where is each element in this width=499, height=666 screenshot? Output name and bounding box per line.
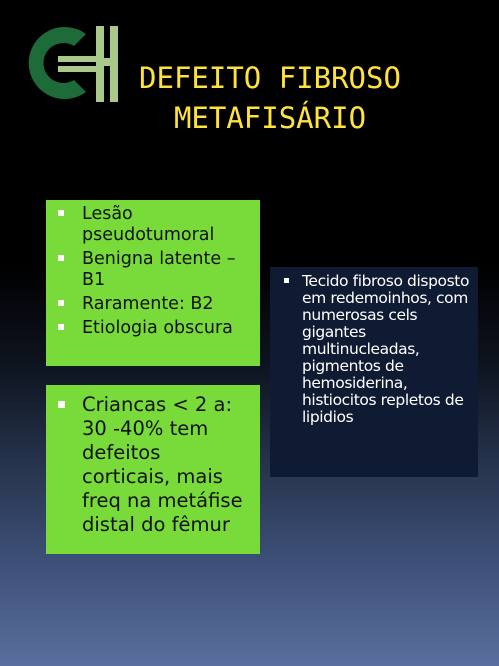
list-item-text: Etiologia obscura (82, 318, 233, 338)
histology-box (270, 267, 478, 477)
logo-bar-bottom (58, 66, 96, 72)
list-item (58, 318, 254, 339)
histology-list (284, 273, 470, 426)
list-item-text: Criancas < 2 a: 30 -40% tem defeitos corticais, mais freq na metáfise distal do fêmur (82, 393, 243, 536)
list-item-text: Lesão pseudotumoral (82, 204, 215, 245)
logo-bar-top (58, 56, 96, 62)
list-item-text: Raramente: B2 (82, 294, 214, 314)
bullet-square-icon (284, 278, 289, 283)
logo-c-shape (29, 27, 86, 99)
slide-title-line1: DEFEITO FIBROSO (139, 61, 401, 95)
bullet-square-icon (58, 255, 64, 261)
list-item (284, 273, 470, 426)
list-item (58, 393, 254, 537)
epidemiology-list (58, 393, 254, 537)
bullet-square-icon (58, 401, 65, 408)
bullet-square-icon (58, 300, 64, 306)
bullet-square-icon (58, 324, 64, 330)
summary-list (58, 204, 254, 339)
slide-title (110, 58, 430, 138)
bullet-square-icon (58, 210, 64, 216)
list-item-text: Benigna latente – B1 (82, 249, 236, 290)
cg-logo-icon (14, 20, 120, 106)
logo-graphic (14, 20, 120, 106)
summary-box (46, 200, 260, 366)
slide-title-line2: METAFISÁRIO (173, 101, 367, 135)
list-item-text: Tecido fibroso disposto em redemoinhos, com numerosas cels gigantes multinucleadas, pigmentos de hemosiderina, histiocitos repletos de lipidios (302, 272, 470, 426)
list-item (58, 294, 254, 315)
list-item (58, 204, 254, 246)
list-item (58, 249, 254, 291)
epidemiology-box (46, 385, 260, 554)
